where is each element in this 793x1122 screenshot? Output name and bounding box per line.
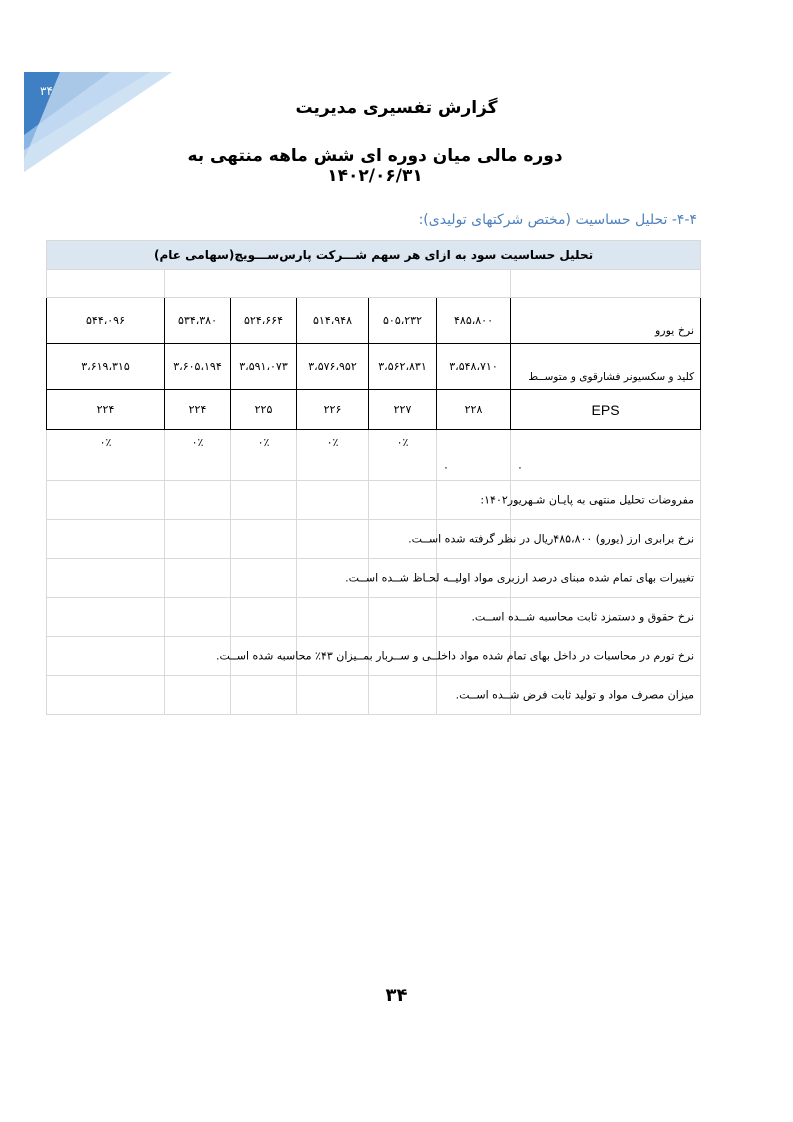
- table-cell: ۰٪: [231, 430, 297, 481]
- table-cell: ۰٪: [297, 430, 369, 481]
- table-row-product: [47, 344, 701, 390]
- table-cell: ۰٪: [369, 430, 437, 481]
- note-text: نرخ برابری ارز (یورو) ۴۸۵،۸۰۰ریال در نظر گرفته شده اســت.: [408, 532, 695, 546]
- table-cell: ۵۱۴،۹۴۸: [297, 298, 369, 344]
- note-text: نرخ حقوق و دستمزد ثابت محاسبه شــده اســت.: [471, 610, 695, 624]
- table-cell: ۳،۵۷۶،۹۵۲: [297, 344, 369, 390]
- note-row: [47, 520, 701, 559]
- table-cell: ۲۲۸: [437, 390, 511, 430]
- row-label: کلید و سکسیونر فشارقوی و متوســط: [511, 344, 701, 390]
- table-cell: [511, 270, 701, 298]
- row-label: نرخ یورو: [511, 298, 701, 344]
- table-row-euro: [47, 298, 701, 344]
- note-text: نرخ تورم در محاسبات در داخل بهای تمام شده مواد داخلــی و ســربار بمــیزان ۴۳٪ محاسبه شده اســت.: [216, 649, 695, 663]
- table-cell: [165, 270, 511, 298]
- table-cell: ۰٪: [165, 430, 231, 481]
- corner-page-number: ۳۴: [40, 84, 53, 98]
- table-cell: ۳،۵۴۸،۷۱۰: [437, 344, 511, 390]
- footer-page-number: ۳۴: [385, 985, 408, 1006]
- note-row: [47, 481, 701, 520]
- table-cell: ۲۲۴: [47, 390, 165, 430]
- table-row-eps: [47, 390, 701, 430]
- table-title: تحلیل حساسیت سود به ازای هر سهم شـــرکت پارس‌ســـویچ(سهامی عام): [47, 241, 701, 270]
- table-cell: ۲۲۵: [231, 390, 297, 430]
- table-cell: ۵۳۴،۳۸۰: [165, 298, 231, 344]
- table-cell: ۰: [437, 430, 511, 481]
- sensitivity-table: [46, 240, 701, 715]
- row-label: EPS: [511, 390, 701, 430]
- row-label: ۰: [511, 430, 701, 481]
- table-cell: ۲۲۷: [369, 390, 437, 430]
- table-cell: ۲۲۴: [165, 390, 231, 430]
- table-cell: ۳،۶۰۵،۱۹۴: [165, 344, 231, 390]
- note-row: [47, 676, 701, 715]
- table-row-change: [47, 430, 701, 481]
- note-text: میزان مصرف مواد و تولید ثابت فرض شــده اســت.: [455, 688, 695, 702]
- table-cell: [47, 270, 165, 298]
- table-cell: ۵۰۵،۲۳۲: [369, 298, 437, 344]
- section-heading: ۴-۴- تحلیل حساسیت (مختص شرکتهای تولیدی):: [418, 212, 697, 228]
- note-row: [47, 637, 701, 676]
- table-cell: ۰٪: [47, 430, 165, 481]
- table-cell: ۵۴۴،۰۹۶: [47, 298, 165, 344]
- table-cell: ۲۲۶: [297, 390, 369, 430]
- table-cell: ۳،۶۱۹،۳۱۵: [47, 344, 165, 390]
- table-row: [47, 270, 701, 298]
- table-cell: ۳،۵۶۲،۸۳۱: [369, 344, 437, 390]
- table-cell: ۳،۵۹۱،۰۷۳: [231, 344, 297, 390]
- report-subtitle: دوره مالی میان دوره ای شش ماهه منتهی به ۱۴۰۲/۰۶/۳۱: [187, 146, 563, 186]
- note-text: مفروضات تحلیل منتهی به پایـان شـهریور۱۴۰۲:: [480, 493, 695, 507]
- note-row: [47, 559, 701, 598]
- table-header-row: [47, 241, 701, 270]
- table-cell: ۴۸۵،۸۰۰: [437, 298, 511, 344]
- note-text: تغییرات بهای تمام شده مبنای درصد ارزبری مواد اولیــه لحـاظ شــده اســت.: [345, 571, 695, 585]
- table-cell: ۵۲۴،۶۶۴: [231, 298, 297, 344]
- report-title: گزارش تفسیری مدیریت: [295, 98, 498, 118]
- note-row: [47, 598, 701, 637]
